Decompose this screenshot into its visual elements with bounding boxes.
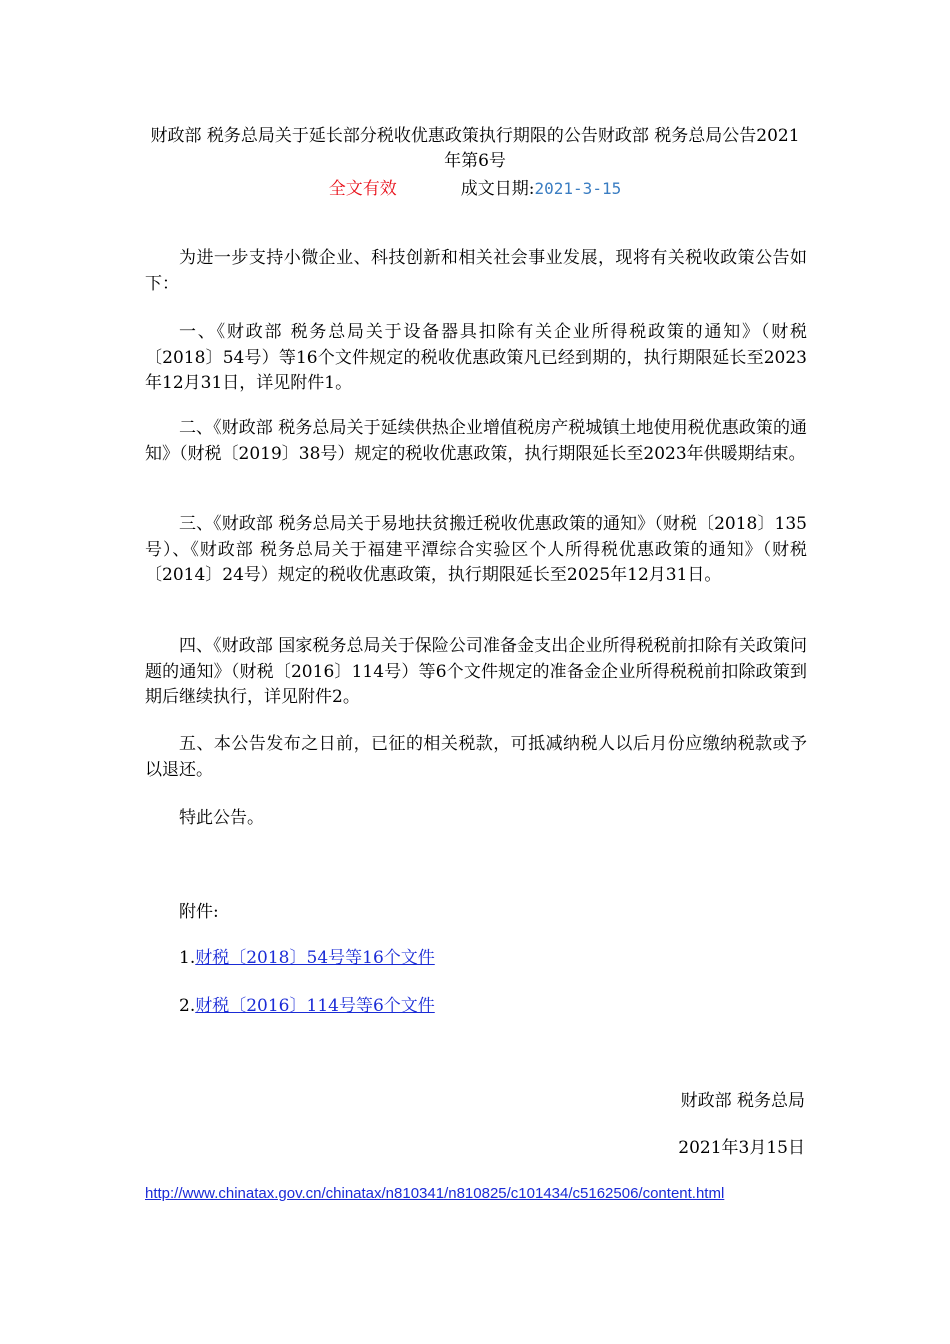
clause-1: 一、《财政部 税务总局关于设备器具扣除有关企业所得税政策的通知》（财税〔2018〕54号）等16个文件规定的税收优惠政策凡已经到期的，执行期限延长至2023年12月31日，详见附件1。 <box>145 322 807 393</box>
attachments-label: 附件: <box>179 902 219 922</box>
attachment-number: 2. <box>179 996 196 1016</box>
attachment-item-2 <box>179 994 435 1019</box>
clause-4: 四、《财政部 国家税务总局关于保险公司准备金支出企业所得税税前扣除有关政策问题的通知》（财税〔2016〕114号）等6个文件规定的准备金企业所得税税前扣除政策到期后继续执行，详见附件2。 <box>145 636 807 707</box>
attachment-link-1[interactable]: 财税〔2018〕54号等16个文件 <box>195 948 435 968</box>
closing-statement: 特此公告。 <box>179 808 264 828</box>
document-title: 财政部 税务总局关于延长部分税收优惠政策执行期限的公告财政部 税务总局公告2021年第6号 <box>150 126 800 171</box>
intro-paragraph: 为进一步支持小微企业、科技创新和相关社会事业发展，现将有关税收政策公告如下： <box>145 248 807 294</box>
clause-2: 二、《财政部 税务总局关于延续供热企业增值税房产税城镇土地使用税优惠政策的通知》（财税〔2019〕38号）规定的税收优惠政策，执行期限延长至2023年供暖期结束。 <box>145 418 807 464</box>
clause-3: 三、《财政部 税务总局关于易地扶贫搬迁税收优惠政策的通知》（财税〔2018〕135号）、《财政部 税务总局关于福建平潭综合实验区个人所得税优惠政策的通知》（财税〔2014〕24号）规定的税收优惠政策，执行期限延长至2025年12月31日。 <box>145 514 807 585</box>
attachment-number: 1. <box>179 948 196 968</box>
attachment-link-2[interactable]: 财税〔2016〕114号等6个文件 <box>195 996 435 1016</box>
issue-date: 2021年3月15日 <box>678 1138 805 1158</box>
issuer-signature: 财政部 税务总局 <box>680 1091 805 1111</box>
date-value: 2021-3-15 <box>534 179 622 198</box>
attachment-item-1 <box>179 946 435 971</box>
status-line <box>145 176 805 202</box>
date-label: 成文日期: <box>460 179 535 199</box>
clause-5: 五、本公告发布之日前，已征的相关税款，可抵减纳税人以后月份应缴纳税款或予以退还。 <box>145 734 807 780</box>
validity-status: 全文有效 <box>328 179 397 199</box>
source-url-link[interactable]: http://www.chinatax.gov.cn/chinatax/n810341/n810825/c101434/c5162506/content.html <box>145 1185 725 1202</box>
